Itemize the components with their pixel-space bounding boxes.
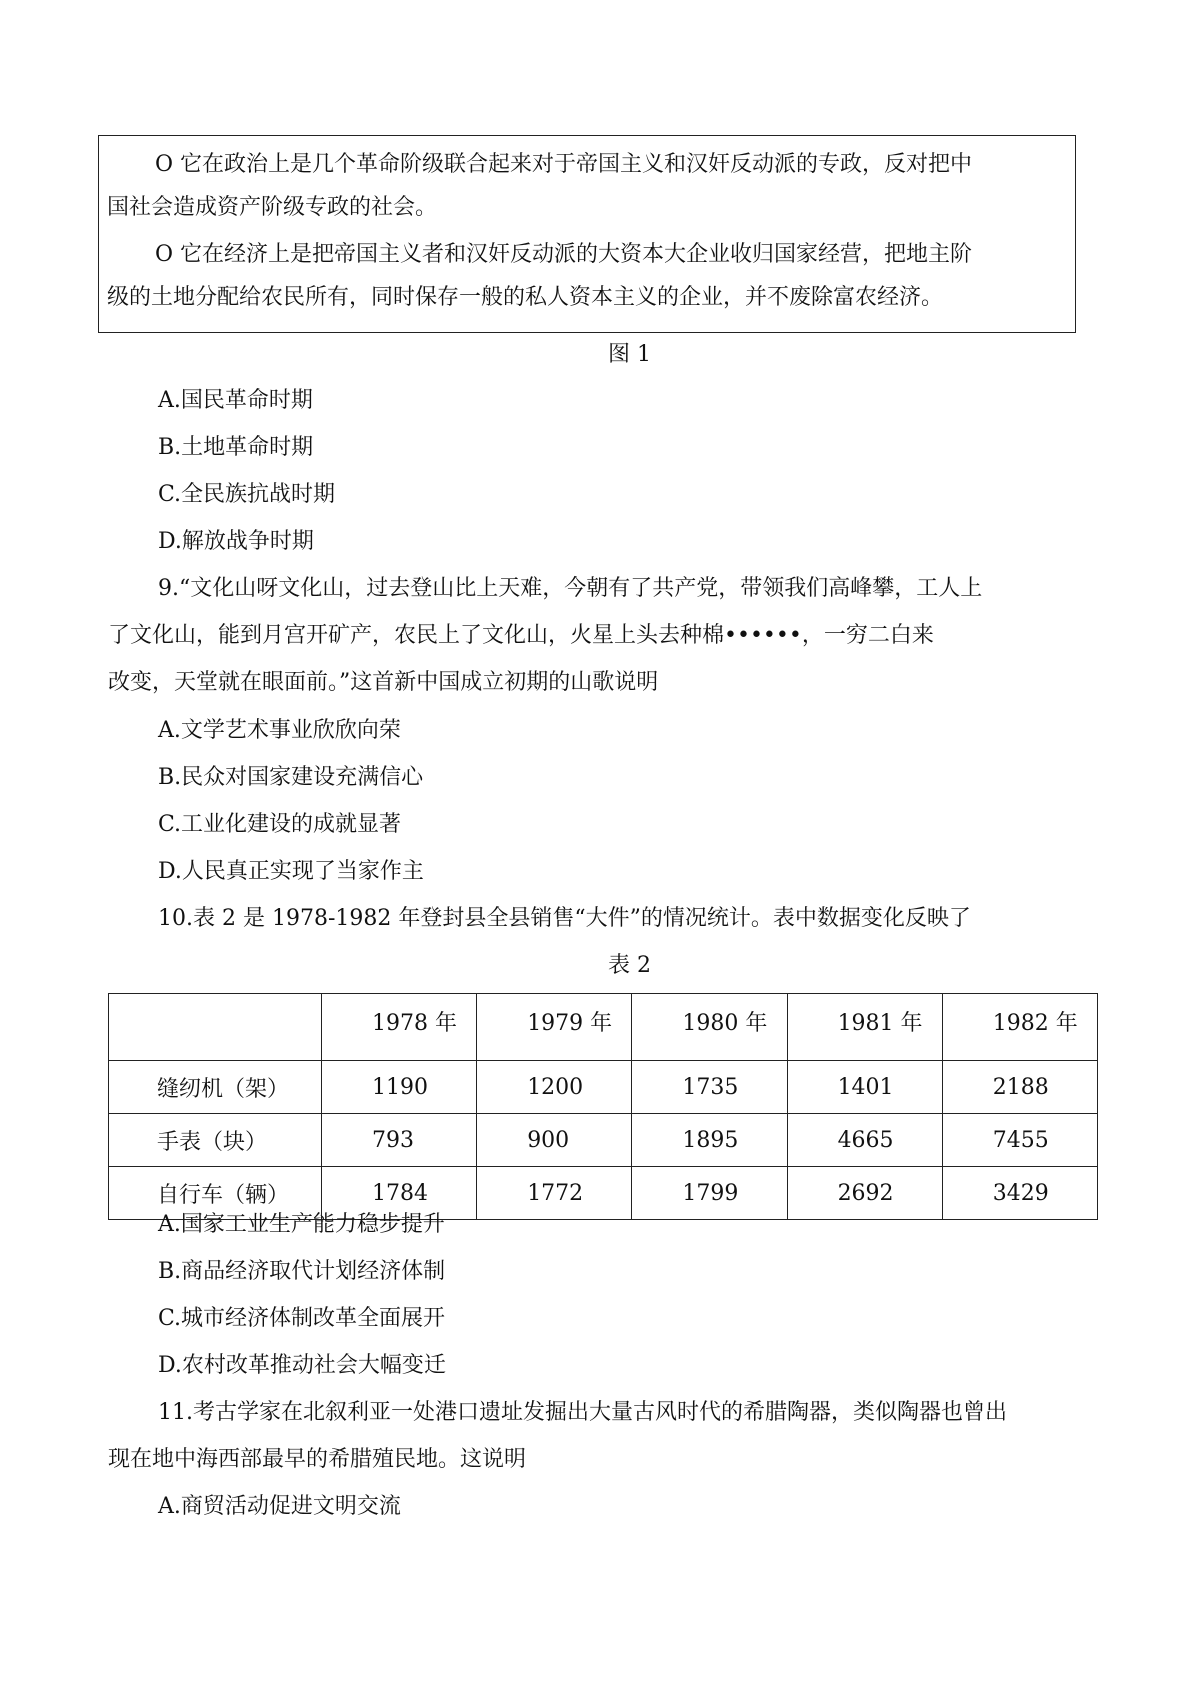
q11-stem-line2: 现在地中海西部最早的希腊殖民地。这说明	[108, 1447, 527, 1472]
q10-option-c: C.城市经济体制改革全面展开	[158, 1306, 446, 1331]
table-header-cell: 1979 年	[477, 994, 632, 1061]
table-cell: 4665	[787, 1114, 942, 1167]
q9-option-b: B.民众对国家建设充满信心	[158, 765, 424, 790]
figure1-para1-line1: O 它在政治上是几个革命阶级联合起来对于帝国主义和汉奸反动派的专政，反对把中	[155, 152, 973, 177]
figure1-para1-line2: 国社会造成资产阶级专政的社会。	[107, 195, 438, 220]
table-cell: 793	[322, 1114, 477, 1167]
table-header-cell: 1980 年	[632, 994, 787, 1061]
table-header-cell: 1981 年	[787, 994, 942, 1061]
table-row-label: 缝纫机（架）	[109, 1061, 322, 1114]
table-row-label: 手表（块）	[109, 1114, 322, 1167]
q9-stem-line3: 改变，天堂就在眼面前。”这首新中国成立初期的山歌说明	[108, 670, 659, 695]
table-row	[109, 1061, 1098, 1114]
table-cell: 900	[477, 1114, 632, 1167]
table-cell: 1735	[632, 1061, 787, 1114]
q10-option-a: A.国家工业生产能力稳步提升	[158, 1212, 445, 1237]
table-cell: 1784	[322, 1167, 477, 1220]
table-cell: 3429	[942, 1167, 1097, 1220]
q8-option-a: A.国民革命时期	[158, 388, 313, 413]
q9-option-a: A.文学艺术事业欣欣向荣	[158, 718, 401, 743]
q11-option-a: A.商贸活动促进文明交流	[158, 1494, 401, 1519]
q11-stem-line1: 11.考古学家在北叙利亚一处港口遗址发掘出大量古风时代的希腊陶器，类似陶器也曾出	[158, 1400, 1007, 1425]
table-cell: 7455	[942, 1114, 1097, 1167]
sales-table	[108, 993, 1098, 1220]
q8-option-b: B.土地革命时期	[158, 435, 314, 460]
q10-option-d: D.农村改革推动社会大幅变迁	[158, 1353, 446, 1378]
q9-option-c: C.工业化建设的成就显著	[158, 812, 402, 837]
table-cell: 1401	[787, 1061, 942, 1114]
table-row-label: 自行车（辆）	[109, 1167, 322, 1220]
table-cell: 1190	[322, 1061, 477, 1114]
table-cell: 2692	[787, 1167, 942, 1220]
figure1-caption: 图 1	[608, 342, 651, 367]
table-cell: 1895	[632, 1114, 787, 1167]
figure1-para2-line2: 级的土地分配给农民所有，同时保存一般的私人资本主义的企业，并不废除富农经济。	[107, 285, 944, 310]
q9-stem-line1: 9.“文化山呀文化山，过去登山比上天难，今朝有了共产党，带领我们高峰攀，工人上	[158, 576, 983, 601]
table2-caption: 表 2	[608, 953, 651, 978]
q9-stem-line2: 了文化山，能到月宫开矿产，农民上了文化山，火星上头去种棉••••••，一穷二白来	[108, 623, 934, 648]
figure1-quote-box	[98, 135, 1076, 333]
table-cell: 1200	[477, 1061, 632, 1114]
q10-stem: 10.表 2 是 1978-1982 年登封县全县销售“大件”的情况统计。表中数据变化反映了	[158, 906, 971, 931]
table-cell: 2188	[942, 1061, 1097, 1114]
table-header-cell: 1982 年	[942, 994, 1097, 1061]
table-row	[109, 1114, 1098, 1167]
table-cell: 1799	[632, 1167, 787, 1220]
q9-option-d: D.人民真正实现了当家作主	[158, 859, 424, 884]
q8-option-d: D.解放战争时期	[158, 529, 314, 554]
q8-option-c: C.全民族抗战时期	[158, 482, 336, 507]
figure1-para2-line1: O 它在经济上是把帝国主义者和汉奸反动派的大资本大企业收归国家经营，把地主阶	[155, 242, 973, 267]
table-header-cell: 1978 年	[322, 994, 477, 1061]
table-cell: 1772	[477, 1167, 632, 1220]
table-header-row	[109, 994, 1098, 1061]
table-header-cell	[109, 994, 322, 1061]
q10-option-b: B.商品经济取代计划经济体制	[158, 1259, 446, 1284]
